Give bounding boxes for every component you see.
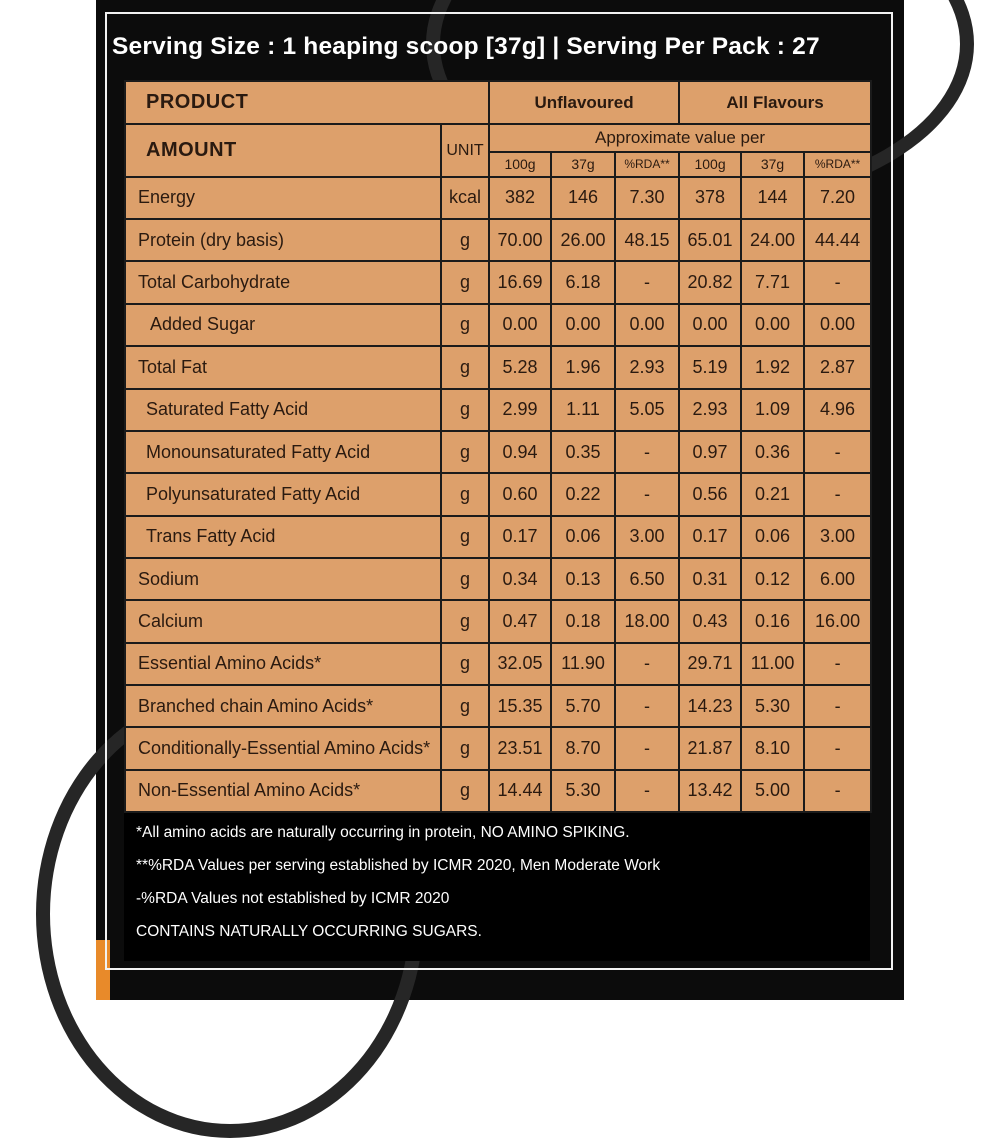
nutrient-value: - (804, 473, 871, 515)
nutrient-unit: kcal (441, 177, 489, 219)
footnote-amino: *All amino acids are naturally occurring in protein, NO AMINO SPIKING. (136, 824, 630, 841)
nutrient-value: 23.51 (489, 727, 551, 769)
nutrition-table (124, 80, 872, 813)
footnote-rda-not-established: -%RDA Values not established by ICMR 2020 (136, 890, 450, 907)
table-row (125, 600, 871, 642)
nutrient-unit: g (441, 643, 489, 685)
nutrient-value: - (615, 643, 679, 685)
nutrient-value: 65.01 (679, 219, 741, 261)
nutrient-value: 8.10 (741, 727, 804, 769)
nutrient-value: 14.44 (489, 770, 551, 812)
nutrient-value: 0.00 (804, 304, 871, 346)
nutrient-name: Branched chain Amino Acids* (125, 685, 441, 727)
col-100g-header: 100g (489, 152, 551, 177)
nutrient-value: 14.23 (679, 685, 741, 727)
nutrient-value: 144 (741, 177, 804, 219)
footnote-sugars: CONTAINS NATURALLY OCCURRING SUGARS. (136, 923, 482, 940)
nutrient-value: 48.15 (615, 219, 679, 261)
nutrient-value: 20.82 (679, 261, 741, 303)
nutrient-value: 0.22 (551, 473, 615, 515)
table-row (125, 219, 871, 261)
col-37g-header: 37g (551, 152, 615, 177)
nutrient-unit: g (441, 600, 489, 642)
nutrient-name: Essential Amino Acids* (125, 643, 441, 685)
nutrient-value: 1.92 (741, 346, 804, 388)
nutrient-unit: g (441, 431, 489, 473)
nutrient-name: Sodium (125, 558, 441, 600)
nutrient-value: 0.34 (489, 558, 551, 600)
product-header: PRODUCT (125, 81, 489, 124)
nutrient-value: - (615, 685, 679, 727)
nutrient-unit: g (441, 770, 489, 812)
nutrient-value: - (804, 727, 871, 769)
nutrient-unit: g (441, 389, 489, 431)
nutrient-value: 7.71 (741, 261, 804, 303)
nutrient-value: 7.20 (804, 177, 871, 219)
nutrient-value: 70.00 (489, 219, 551, 261)
nutrient-value: 146 (551, 177, 615, 219)
nutrient-value: 0.60 (489, 473, 551, 515)
nutrient-value: 0.13 (551, 558, 615, 600)
nutrient-value: 29.71 (679, 643, 741, 685)
table-row (125, 473, 871, 515)
serving-info: Serving Size : 1 heaping scoop [37g] | Serving Per Pack : 27 (112, 33, 820, 60)
nutrient-value: 26.00 (551, 219, 615, 261)
nutrient-name: Total Fat (125, 346, 441, 388)
nutrient-value: 0.17 (489, 516, 551, 558)
table-row (125, 177, 871, 219)
nutrient-value: 16.69 (489, 261, 551, 303)
nutrient-name: Saturated Fatty Acid (125, 389, 441, 431)
nutrient-value: 3.00 (615, 516, 679, 558)
table-row (125, 346, 871, 388)
nutrient-value: 0.36 (741, 431, 804, 473)
nutrient-value: 0.00 (489, 304, 551, 346)
nutrient-value: 0.00 (551, 304, 615, 346)
nutrient-value: 0.56 (679, 473, 741, 515)
nutrient-value: 0.94 (489, 431, 551, 473)
nutrient-value: 44.44 (804, 219, 871, 261)
unit-header: UNIT (441, 124, 489, 176)
nutrient-name: Total Carbohydrate (125, 261, 441, 303)
nutrient-value: 13.42 (679, 770, 741, 812)
table-row (125, 516, 871, 558)
nutrient-value: - (615, 473, 679, 515)
nutrient-unit: g (441, 346, 489, 388)
nutrient-value: 0.06 (741, 516, 804, 558)
nutrient-unit: g (441, 261, 489, 303)
nutrient-value: 382 (489, 177, 551, 219)
nutrient-value: 5.28 (489, 346, 551, 388)
table-row (125, 685, 871, 727)
nutrient-value: 1.96 (551, 346, 615, 388)
nutrient-value: 11.00 (741, 643, 804, 685)
table-row (125, 727, 871, 769)
nutrient-value: 1.09 (741, 389, 804, 431)
nutrient-value: 24.00 (741, 219, 804, 261)
table-row (125, 304, 871, 346)
nutrient-value: 0.18 (551, 600, 615, 642)
nutrient-value: 2.93 (615, 346, 679, 388)
nutrient-value: 5.05 (615, 389, 679, 431)
nutrient-value: 6.00 (804, 558, 871, 600)
nutrient-value: 0.21 (741, 473, 804, 515)
nutrient-value: - (615, 770, 679, 812)
nutrient-value: 8.70 (551, 727, 615, 769)
nutrient-unit: g (441, 558, 489, 600)
nutrient-name: Trans Fatty Acid (125, 516, 441, 558)
nutrient-name: Monounsaturated Fatty Acid (125, 431, 441, 473)
nutrient-value: 4.96 (804, 389, 871, 431)
nutrient-name: Protein (dry basis) (125, 219, 441, 261)
nutrient-value: 0.12 (741, 558, 804, 600)
nutrient-value: - (804, 431, 871, 473)
nutrient-name: Energy (125, 177, 441, 219)
nutrient-value: - (615, 431, 679, 473)
table-row (125, 643, 871, 685)
nutrient-unit: g (441, 727, 489, 769)
nutrient-value: 5.00 (741, 770, 804, 812)
table-row (125, 389, 871, 431)
col-rda-header: %RDA** (615, 152, 679, 177)
nutrient-value: 18.00 (615, 600, 679, 642)
nutrient-name: Added Sugar (125, 304, 441, 346)
nutrient-value: - (804, 643, 871, 685)
nutrient-value: 15.35 (489, 685, 551, 727)
nutrient-value: 0.43 (679, 600, 741, 642)
nutrient-value: 0.00 (679, 304, 741, 346)
nutrient-value: 0.47 (489, 600, 551, 642)
nutrient-value: 0.16 (741, 600, 804, 642)
nutrient-value: 21.87 (679, 727, 741, 769)
nutrient-name: Calcium (125, 600, 441, 642)
nutrient-name: Polyunsaturated Fatty Acid (125, 473, 441, 515)
nutrient-value: 0.00 (741, 304, 804, 346)
nutrient-value: 2.93 (679, 389, 741, 431)
nutrient-value: - (804, 685, 871, 727)
nutrient-value: - (804, 770, 871, 812)
nutrient-value: 0.31 (679, 558, 741, 600)
amount-header: AMOUNT (125, 124, 441, 176)
nutrient-value: 7.30 (615, 177, 679, 219)
all-flavours-header: All Flavours (679, 81, 871, 124)
table-row (125, 558, 871, 600)
col-rda-header: %RDA** (804, 152, 871, 177)
nutrient-value: 0.97 (679, 431, 741, 473)
nutrient-name: Conditionally-Essential Amino Acids* (125, 727, 441, 769)
table-row (125, 431, 871, 473)
nutrient-rows (125, 177, 871, 812)
nutrient-value: 2.99 (489, 389, 551, 431)
nutrient-value: 0.17 (679, 516, 741, 558)
nutrient-value: 6.18 (551, 261, 615, 303)
nutrient-value: 0.35 (551, 431, 615, 473)
nutrient-value: 5.70 (551, 685, 615, 727)
nutrient-value: 0.00 (615, 304, 679, 346)
col-37g-header: 37g (741, 152, 804, 177)
nutrient-unit: g (441, 473, 489, 515)
nutrient-value: 1.11 (551, 389, 615, 431)
nutrient-value: 5.30 (741, 685, 804, 727)
nutrient-unit: g (441, 516, 489, 558)
footnote-rda: **%RDA Values per serving established by ICMR 2020, Men Moderate Work (136, 857, 661, 874)
nutrient-value: 378 (679, 177, 741, 219)
nutrient-value: 5.30 (551, 770, 615, 812)
unflavoured-header: Unflavoured (489, 81, 679, 124)
nutrient-name: Non-Essential Amino Acids* (125, 770, 441, 812)
table-row (125, 261, 871, 303)
nutrient-value: 6.50 (615, 558, 679, 600)
nutrient-value: 0.06 (551, 516, 615, 558)
nutrient-unit: g (441, 685, 489, 727)
nutrient-value: 5.19 (679, 346, 741, 388)
nutrient-value: - (804, 261, 871, 303)
nutrient-value: 3.00 (804, 516, 871, 558)
nutrient-value: - (615, 727, 679, 769)
table-row (125, 770, 871, 812)
nutrient-value: 11.90 (551, 643, 615, 685)
nutrient-unit: g (441, 304, 489, 346)
nutrient-value: 16.00 (804, 600, 871, 642)
nutrient-unit: g (441, 219, 489, 261)
nutrient-value: 32.05 (489, 643, 551, 685)
nutrient-value: - (615, 261, 679, 303)
col-100g-header: 100g (679, 152, 741, 177)
nutrient-value: 2.87 (804, 346, 871, 388)
approx-header: Approximate value per (489, 124, 871, 151)
